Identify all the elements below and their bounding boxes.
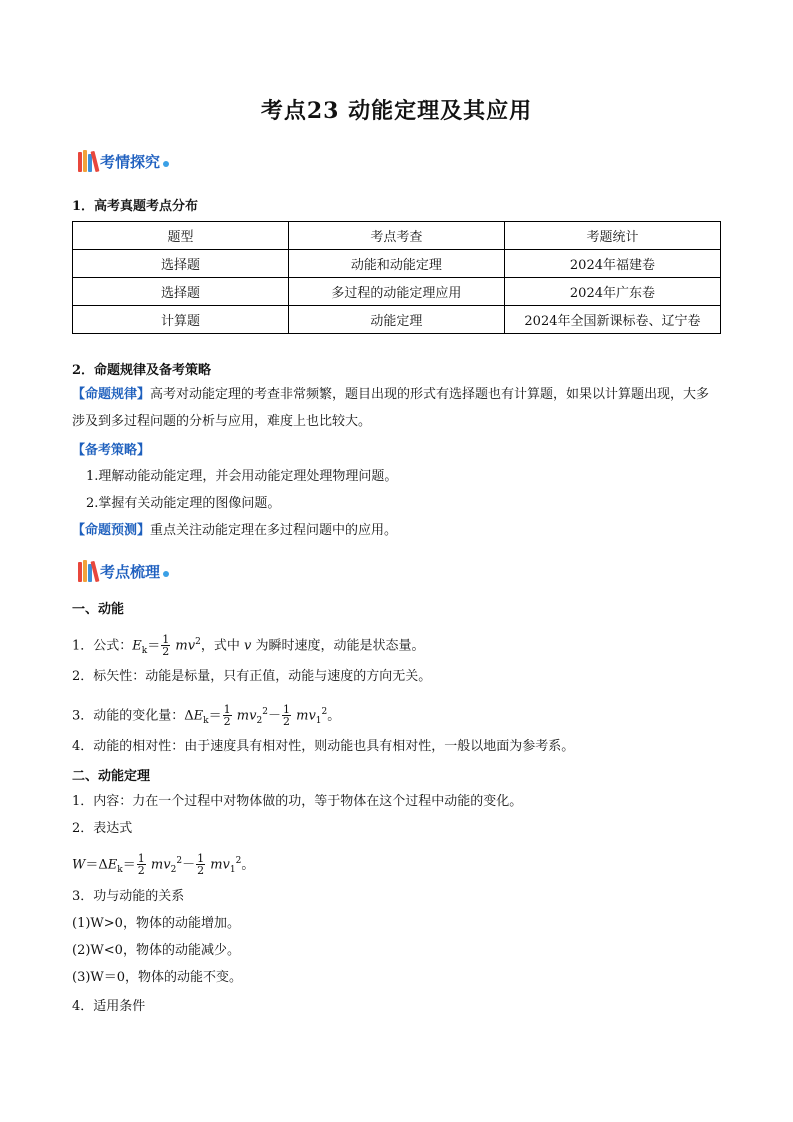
table-cell: 2024年广东卷 bbox=[504, 278, 720, 306]
table-header: 考题统计 bbox=[504, 222, 720, 250]
formula-line-3 bbox=[72, 699, 340, 734]
table-cell: 2024年全国新课标卷、辽宁卷 bbox=[504, 306, 720, 334]
books-icon bbox=[78, 560, 97, 582]
symbol: 2 bbox=[262, 707, 268, 717]
symbol: v bbox=[163, 857, 171, 873]
fraction bbox=[137, 853, 146, 876]
numerator: 1 bbox=[282, 703, 290, 717]
denominator: 2 bbox=[197, 864, 205, 878]
symbol: v bbox=[249, 708, 257, 724]
subheading-distribution: 1．高考真题考点分布 bbox=[72, 199, 199, 214]
table-row bbox=[73, 306, 721, 334]
banner-title: 考情探究 bbox=[100, 152, 161, 171]
dot-icon bbox=[163, 571, 169, 577]
symbol: k bbox=[141, 645, 148, 656]
page-title: 考点23 动能定理及其应用 bbox=[260, 98, 533, 124]
symbol: m bbox=[210, 857, 223, 873]
symbol: v bbox=[308, 708, 316, 724]
fraction bbox=[223, 704, 232, 727]
denominator: 2 bbox=[162, 645, 170, 659]
table-cell: 动能和动能定理 bbox=[288, 250, 504, 278]
symbol: Δ bbox=[98, 857, 108, 873]
denominator: 2 bbox=[137, 864, 145, 878]
formula-theorem bbox=[72, 848, 254, 883]
rule-label: 【命题规律】 bbox=[72, 387, 151, 402]
banner-title: 考点梳理 bbox=[100, 562, 161, 581]
symbol: ＝ bbox=[147, 638, 161, 654]
symbol: 1 bbox=[315, 715, 322, 726]
item-content: 1．内容：力在一个过程中对物体做的功，等于物体在这个过程中动能的变化。 bbox=[72, 794, 523, 809]
table-cell: 计算题 bbox=[73, 306, 289, 334]
denominator: 2 bbox=[282, 715, 290, 729]
symbol: ＝ bbox=[85, 857, 99, 873]
predict-line bbox=[72, 521, 397, 541]
distribution-table bbox=[72, 221, 721, 334]
item-conditions: 4．适用条件 bbox=[72, 999, 146, 1014]
heading-kinetic-energy: 一、动能 bbox=[72, 602, 125, 617]
symbol: 2 bbox=[170, 864, 177, 875]
item-text: 3．动能的变化量： bbox=[72, 708, 185, 724]
table-row bbox=[73, 250, 721, 278]
symbol: － bbox=[267, 708, 281, 724]
table-header-row bbox=[73, 222, 721, 250]
numerator: 1 bbox=[137, 852, 145, 866]
strategy-item: 1.理解动能动能定理，并会用动能定理处理物理问题。 bbox=[86, 469, 398, 484]
symbol: m bbox=[296, 708, 309, 724]
symbol: 2 bbox=[321, 707, 328, 717]
table-cell: 选择题 bbox=[73, 250, 289, 278]
symbol: Δ bbox=[184, 708, 194, 724]
heading-theorem: 二、动能定理 bbox=[72, 769, 151, 784]
symbol: m bbox=[236, 708, 250, 724]
symbol: E bbox=[193, 708, 204, 724]
item-expression: 2．表达式 bbox=[72, 821, 133, 836]
section-banner-key-points bbox=[78, 560, 169, 582]
numerator: 1 bbox=[223, 703, 231, 717]
table-cell: 选择题 bbox=[73, 278, 289, 306]
item-text: 为瞬时速度，动能是状态量。 bbox=[255, 638, 425, 654]
strategy-item: 2.掌握有关动能定理的图像问题。 bbox=[86, 496, 281, 511]
symbol: ＝ bbox=[208, 708, 222, 724]
item-scalar: 2．标矢性：动能是标量，只有正值，动能与速度的方向无关。 bbox=[72, 669, 432, 684]
item-relativity: 4．动能的相对性：由于速度具有相对性，则动能也具有相对性，一般以地面为参考系。 bbox=[72, 739, 575, 754]
symbol: v bbox=[187, 638, 196, 654]
predict-text: 重点关注动能定理在多过程问题中的应用。 bbox=[150, 523, 398, 538]
subheading-strategy: 2．命题规律及备考策略 bbox=[72, 363, 212, 378]
item-text: 1．公式： bbox=[72, 638, 133, 654]
symbol: W bbox=[72, 857, 86, 873]
fraction bbox=[282, 704, 291, 727]
case-item: (1)W>0，物体的动能增加。 bbox=[72, 916, 240, 931]
symbol: v bbox=[243, 638, 252, 654]
symbol: E bbox=[132, 638, 142, 654]
strategy-label-text: 【备考策略】 bbox=[72, 443, 151, 458]
books-icon bbox=[78, 150, 97, 172]
fraction bbox=[196, 853, 205, 876]
symbol: k bbox=[117, 864, 123, 875]
numerator: 1 bbox=[197, 852, 205, 866]
symbol: 2 bbox=[176, 856, 183, 866]
rule-text: 高考对动能定理的考查非常频繁，题目出现的形式有选择题也有计算题，如果以计算题出现，大多涉及到多过程问题的分析与应用，难度上也比较大。 bbox=[72, 387, 710, 429]
table-cell: 多过程的动能定理应用 bbox=[288, 278, 504, 306]
item-relation: 3．功与动能的关系 bbox=[72, 889, 185, 904]
numerator: 1 bbox=[162, 633, 170, 647]
strategy-label bbox=[72, 441, 150, 461]
symbol: 。 bbox=[327, 708, 341, 724]
item-text: ，式中 bbox=[200, 638, 240, 654]
symbol: m bbox=[150, 857, 164, 873]
symbol: 。 bbox=[241, 857, 255, 873]
case-item: (3)W＝0，物体的动能不变。 bbox=[72, 970, 243, 985]
denominator: 2 bbox=[223, 715, 231, 729]
case-item: (2)W<0，物体的动能减少。 bbox=[72, 943, 240, 958]
symbol: m bbox=[175, 638, 188, 654]
rule-paragraph bbox=[72, 381, 721, 435]
symbol: k bbox=[203, 715, 209, 726]
table-cell: 2024年福建卷 bbox=[504, 250, 720, 278]
symbol: 2 bbox=[256, 715, 263, 726]
section-banner-exam-analysis bbox=[78, 150, 169, 172]
symbol: 1 bbox=[229, 864, 236, 875]
table-row bbox=[73, 278, 721, 306]
predict-label: 【命题预测】 bbox=[72, 523, 151, 538]
dot-icon bbox=[163, 161, 169, 167]
formula-line-1 bbox=[72, 629, 425, 664]
symbol: v bbox=[222, 857, 230, 873]
table-header: 考点考查 bbox=[288, 222, 504, 250]
fraction bbox=[161, 634, 170, 657]
table-header: 题型 bbox=[73, 222, 289, 250]
symbol: 2 bbox=[195, 637, 201, 647]
symbol: ＝ bbox=[122, 857, 136, 873]
symbol: E bbox=[107, 857, 118, 873]
symbol: － bbox=[182, 857, 196, 873]
table-cell: 动能定理 bbox=[288, 306, 504, 334]
symbol: 2 bbox=[235, 856, 242, 866]
